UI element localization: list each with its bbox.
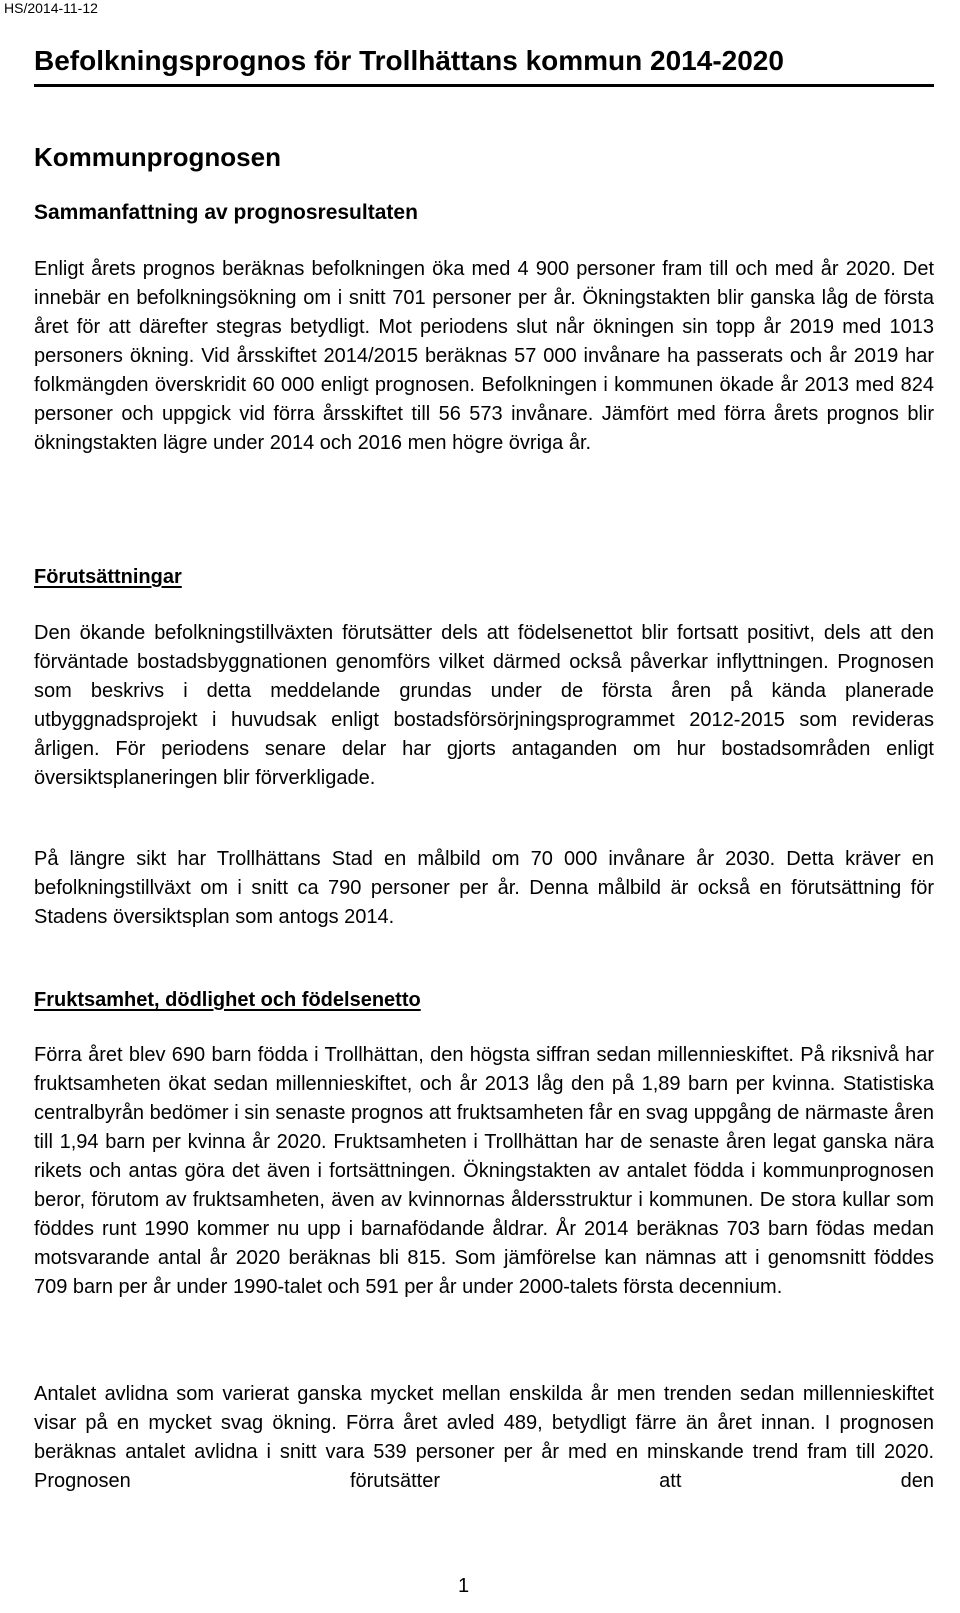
section-heading-kommunprognosen: Kommunprognosen	[34, 142, 281, 172]
document-reference: HS/2014-11-12	[4, 0, 98, 16]
summary-paragraph: Enligt årets prognos beräknas befolkningen öka med 4 900 personer fram till och med år 2020. Det innebär en befolkningsökning om i snitt 701 personer per år. Ökningstakten blir ganska låg de första året för att därefter stegras betydligt. Mot periodens slut når ökningen sin topp år 2019 med 1013 personers ökning. Vid årsskiftet 2014/2015 beräknas 57 000 invånare ha passerats och år 2019 har folkmängden överskridit 60 000 enligt prognosen. Befolkningen i kommunen ökade år 2013 med 824 personer och uppgick vid förra årsskiftet till 56 573 invånare. Jämfört med förra årets prognos blir ökningstakten lägre under 2014 och 2016 men högre övriga år.	[34, 258, 934, 454]
section-heading-fruktsamhet: Fruktsamhet, dödlighet och födelsenetto	[34, 989, 421, 1011]
page-number: 1	[458, 1575, 470, 1597]
forutsattningar-paragraph-2: På längre sikt har Trollhättans Stad en målbild om 70 000 invånare år 2030. Detta kräver en befolkningstillväxt om i snitt ca 790 personer per år. Denna målbild är också en förutsättning för Stadens översiktsplan som antogs 2014.	[34, 848, 934, 928]
fruktsamhet-paragraph-2: Antalet avlidna som varierat ganska mycket mellan enskilda år men trenden sedan millennieskiftet visar på en mycket svag ökning. Förra året avled 489, betydligt färre än året innan. I prognosen beräknas antalet avlidna i snitt vara 539 personer per år med en minskande trend fram till 2020. Prognosen förutsätter att den	[34, 1383, 934, 1492]
section-heading-forutsattningar: Förutsättningar	[34, 566, 182, 588]
section-subheading-summary: Sammanfattning av prognosresultaten	[34, 201, 418, 224]
document-title: Befolkningsprognos för Trollhättans kommun 2014-2020	[34, 42, 934, 87]
fruktsamhet-paragraph-1: Förra året blev 690 barn födda i Trollhättan, den högsta siffran sedan millennieskiftet. På riksnivå har fruktsamheten ökat sedan millennieskiftet, och år 2013 låg den på 1,89 barn per kvinna. Statistiska centralbyrån bedömer i sin senaste prognos att fruktsamheten får en svag uppgång de närmaste åren till 1,94 barn per kvinna år 2020. Fruktsamheten i Trollhättan har de senaste åren legat ganska nära rikets och antas göra det även i fortsättningen. Ökningstakten av antalet födda i kommunprognosen beror, förutom av fruktsamheten, även av kvinnornas åldersstruktur i kommunen. De stora kullar som föddes runt 1990 kommer nu upp i barnafödande åldrar. År 2014 beräknas 703 barn födas medan motsvarande antal år 2020 beräknas bli 815. Som jämförelse kan nämnas att i genomsnitt föddes 709 barn per år under 1990-talet och 591 per år under 2000-talets första decennium.	[34, 1044, 934, 1298]
forutsattningar-paragraph-1: Den ökande befolkningstillväxten förutsätter dels att födelsenettot blir fortsatt positivt, dels att den förväntade bostadsbyggnationen genomförs vilket därmed också påverkar inflyttningen. Prognosen som beskrivs i detta meddelande grundas under de första åren på kända planerade utbyggnadsprojekt i huvudsak enligt bostadsförsörjningsprogrammet 2012-2015 som revideras årligen. För periodens senare delar har gjorts antaganden om hur bostadsområden enligt översiktsplaneringen blir förverkligade.	[34, 622, 934, 789]
